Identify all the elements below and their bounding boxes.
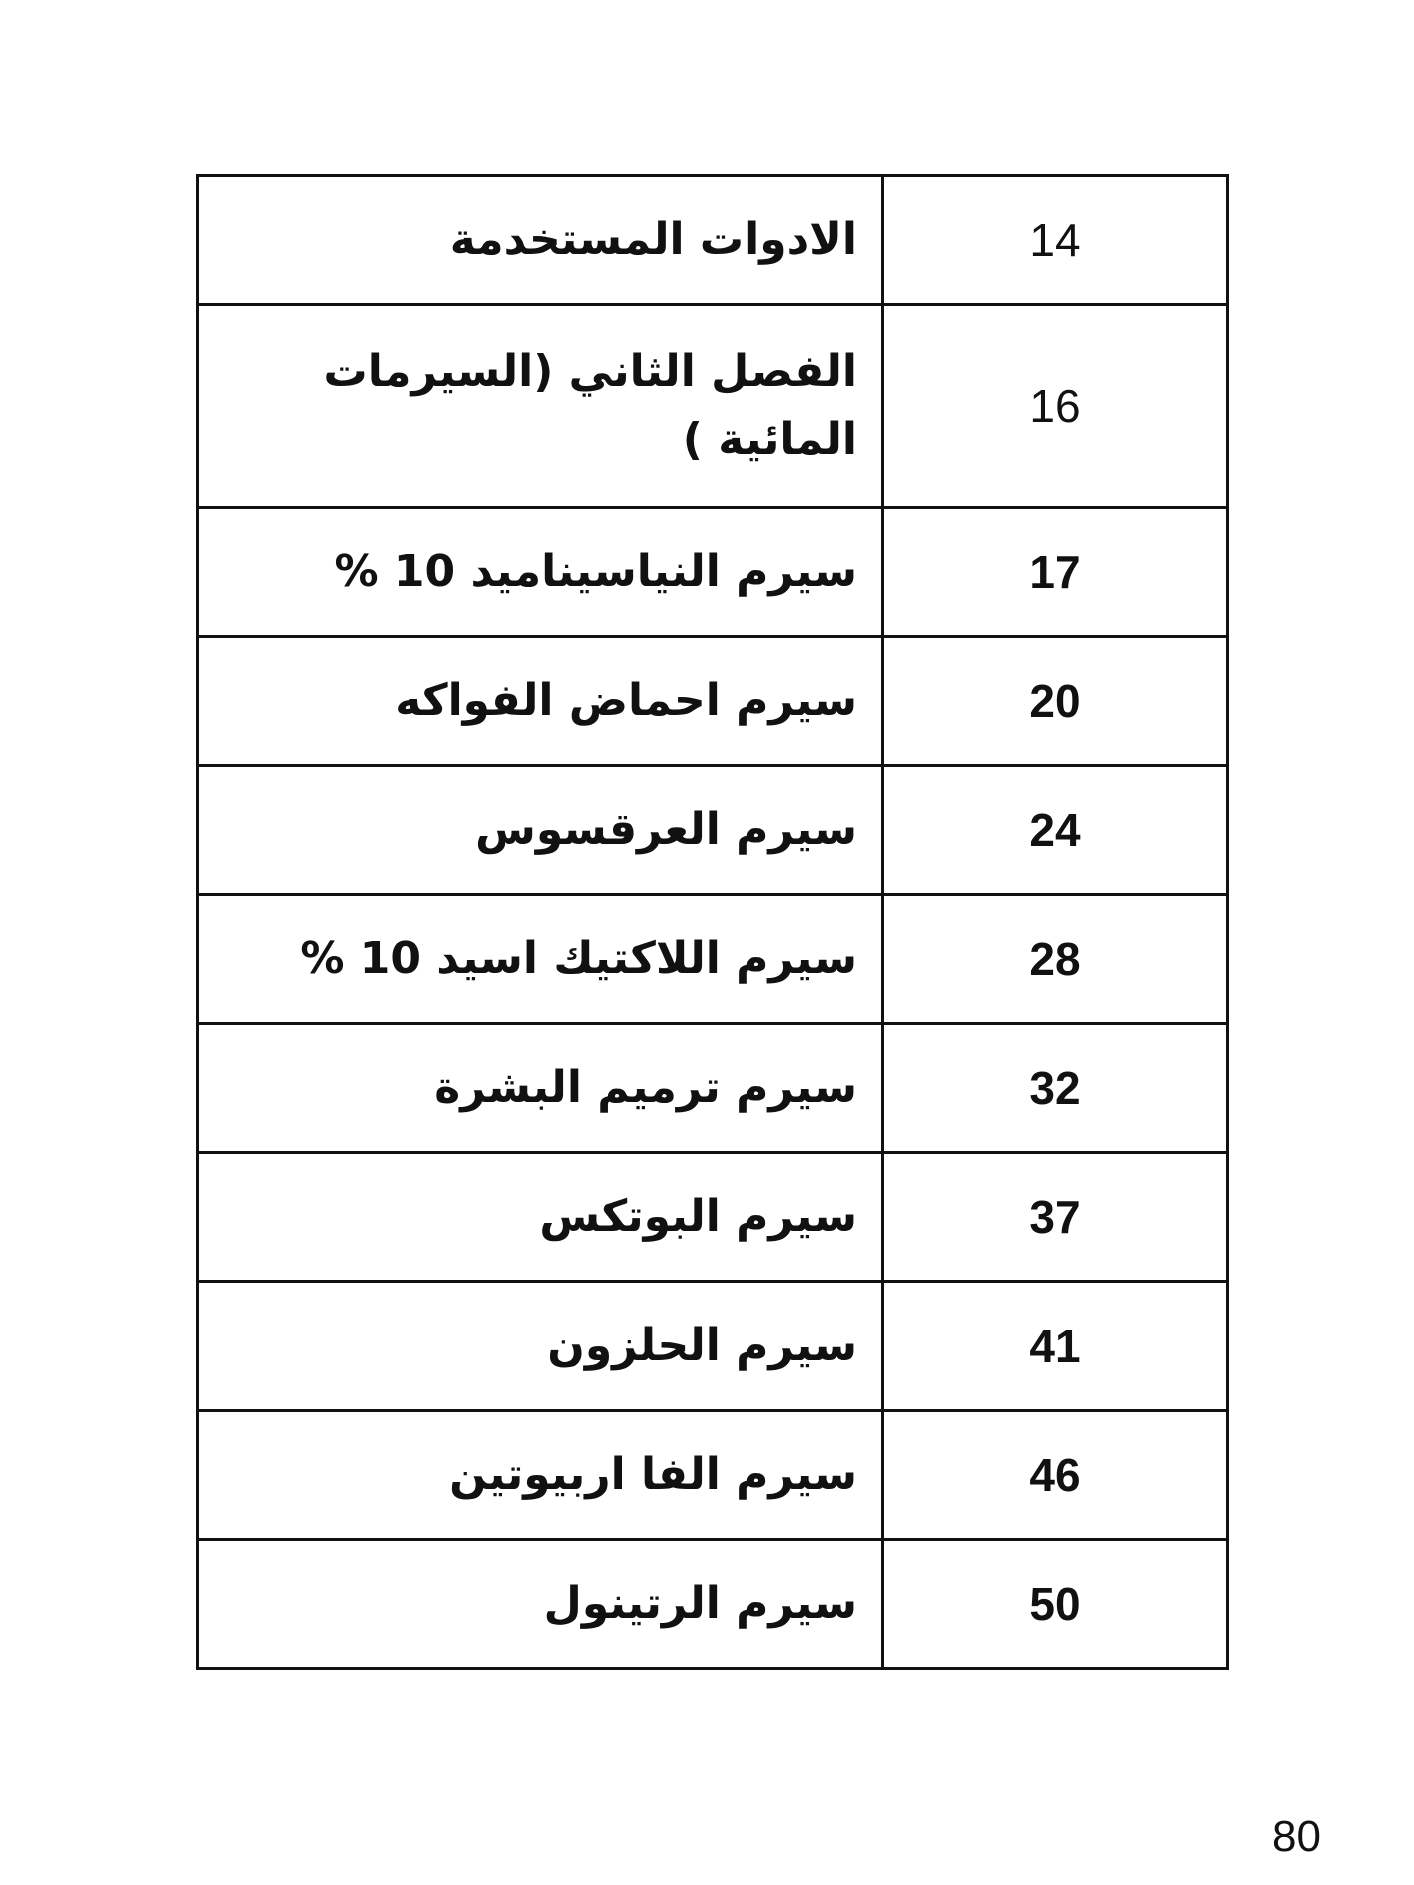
toc-entry-page: 37 xyxy=(883,1153,1228,1282)
table-row xyxy=(198,1282,1228,1411)
toc-table xyxy=(196,174,1229,1670)
toc-entry-title: سيرم النياسيناميد 10 % xyxy=(198,508,883,637)
toc-entry-title: سيرم الحلزون xyxy=(198,1282,883,1411)
table-row xyxy=(198,637,1228,766)
toc-entry-title: سيرم الرتينول xyxy=(198,1540,883,1669)
table-row xyxy=(198,305,1228,508)
toc-entry-title: سيرم ترميم البشرة xyxy=(198,1024,883,1153)
table-row xyxy=(198,1540,1228,1669)
table-row xyxy=(198,1411,1228,1540)
toc-entry-title: سيرم احماض الفواكه xyxy=(198,637,883,766)
table-row xyxy=(198,176,1228,305)
toc-entry-page: 32 xyxy=(883,1024,1228,1153)
toc-entry-title: سيرم العرقسوس xyxy=(198,766,883,895)
toc-entry-page: 14 xyxy=(883,176,1228,305)
table-row xyxy=(198,508,1228,637)
toc-entry-page: 50 xyxy=(883,1540,1228,1669)
toc-entry-title: سيرم الفا اربيوتين xyxy=(198,1411,883,1540)
toc-entry-page: 46 xyxy=(883,1411,1228,1540)
toc-entry-page: 16 xyxy=(883,305,1228,508)
table-row xyxy=(198,1153,1228,1282)
toc-entry-title: سيرم البوتكس xyxy=(198,1153,883,1282)
toc-entry-title: سيرم اللاكتيك اسيد 10 % xyxy=(198,895,883,1024)
toc-entry-title: الفصل الثاني (السيرمات المائية ) xyxy=(198,305,883,508)
table-row xyxy=(198,895,1228,1024)
page-number: 80 xyxy=(1272,1812,1321,1861)
table-row xyxy=(198,1024,1228,1153)
toc-entry-title: الادوات المستخدمة xyxy=(198,176,883,305)
toc-entry-page: 41 xyxy=(883,1282,1228,1411)
toc-entry-page: 17 xyxy=(883,508,1228,637)
toc-entry-page: 20 xyxy=(883,637,1228,766)
toc-entry-page: 24 xyxy=(883,766,1228,895)
toc-entry-page: 28 xyxy=(883,895,1228,1024)
table-row xyxy=(198,766,1228,895)
